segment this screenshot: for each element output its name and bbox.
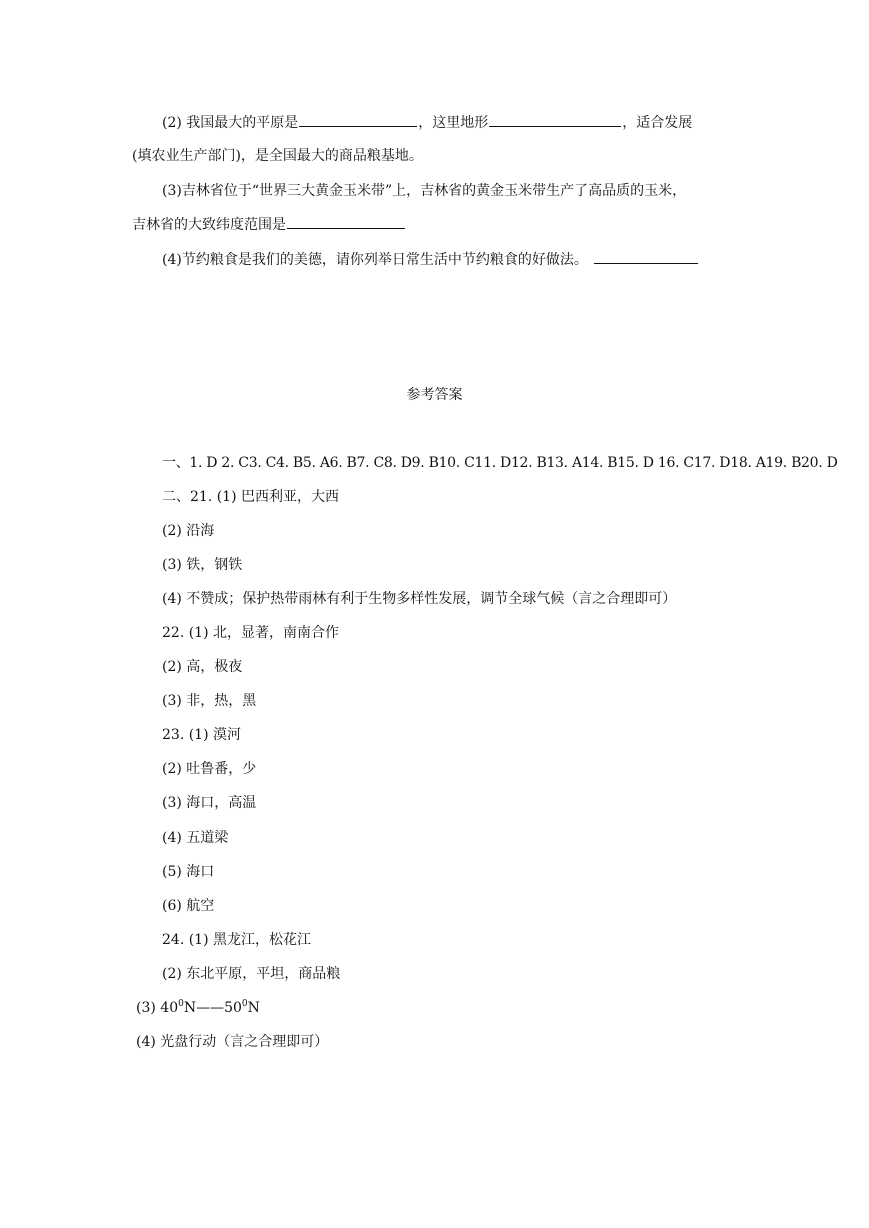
question-4-text: (4)节约粮食是我们的美德，请你列举日常生活中节约粮食的好做法。 — [162, 252, 588, 268]
latitude-mid: N——50 — [183, 1000, 242, 1016]
answer-line-latitude — [136, 998, 260, 1018]
question-3-text-a: (3)吉林省位于“世界三大黄金玉米带”上，吉林省的黄金玉米带生产了高品质的玉米， — [162, 183, 687, 199]
answer-line: (4) 光盘行动（言之合理即可） — [136, 1034, 329, 1050]
question-3-line-1 — [162, 181, 686, 201]
answer-line: 一、1. D 2. C3. C4. B5. A6. B7. C8. D9. B10. C11. D12. B13. A14. B15. D 16. C17. D18. A19. B20. D — [162, 455, 838, 471]
question-2-text-c: ，适合发展 — [622, 115, 693, 131]
question-2-line-2 — [132, 146, 423, 166]
degree-mark: 0 — [241, 999, 248, 1009]
answer-line: (2) 吐鲁番，少 — [162, 761, 257, 777]
answer-line: (2) 东北平原，平坦，商品粮 — [162, 966, 341, 982]
answer-line: (2) 沿海 — [162, 523, 215, 539]
question-2-text-a: (2) 我国最大的平原是 — [162, 115, 299, 131]
answer-blank[interactable] — [594, 249, 698, 264]
question-2-text-d: (填农业生产部门)，是全国最大的商品粮基地。 — [132, 148, 423, 164]
answer-line: (4) 五道梁 — [162, 830, 229, 846]
question-4-line — [162, 249, 699, 269]
answer-line: 二、21. (1) 巴西利亚，大西 — [162, 489, 339, 505]
question-3-text-b: 吉林省的大致纬度范围是 — [132, 217, 286, 233]
degree-mark: 0 — [178, 999, 184, 1009]
question-3-line-2 — [132, 214, 406, 234]
answers-title: 参考答案 — [406, 387, 463, 403]
answer-blank[interactable] — [299, 112, 417, 127]
answer-line: (6) 航空 — [162, 898, 215, 914]
answer-line: 23. (1) 漠河 — [162, 727, 241, 743]
latitude-suffix: N — [247, 1000, 260, 1016]
answer-line: (5) 海口 — [162, 864, 215, 880]
latitude-prefix: (3) 40 — [136, 1000, 179, 1016]
question-2-text-b: ，这里地形 — [418, 115, 489, 131]
answer-line: (3) 海口，高温 — [162, 795, 257, 811]
answer-blank[interactable] — [489, 112, 621, 127]
answer-line: (2) 高，极夜 — [162, 659, 243, 675]
answer-line: (4) 不赞成；保护热带雨林有利于生物多样性发展，调节全球气候（言之合理即可） — [162, 591, 677, 607]
answer-blank[interactable] — [287, 214, 405, 229]
answer-line: 22. (1) 北，显著，南南合作 — [162, 625, 339, 641]
answer-line: (3) 非，热，黑 — [162, 693, 257, 709]
question-2-line-1 — [162, 112, 692, 132]
answer-line: 24. (1) 黑龙江，松花江 — [162, 932, 311, 948]
answer-line: (3) 铁，钢铁 — [162, 557, 243, 573]
